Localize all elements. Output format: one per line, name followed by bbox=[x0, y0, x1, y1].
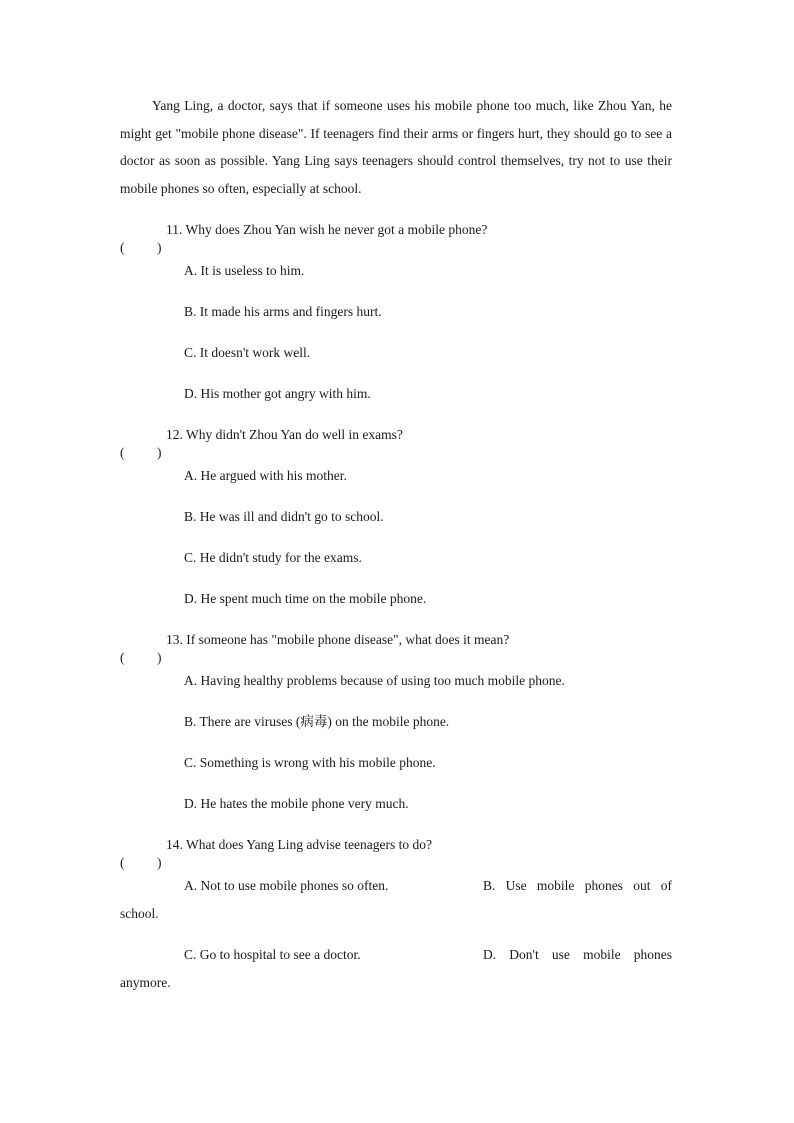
option-14-b-continuation: school. bbox=[120, 905, 159, 921]
option-13-c: C. Something is wrong with his mobile phone. bbox=[184, 755, 436, 770]
option-14-d-text: D. Don't use mobile phones bbox=[483, 947, 672, 962]
option-13-b: B. There are viruses (病毒) on the mobile phone. bbox=[184, 714, 450, 729]
option-12-a: A. He argued with his mother. bbox=[184, 468, 347, 483]
option-13-d: D. He hates the mobile phone very much. bbox=[184, 796, 409, 811]
option-11-c: C. It doesn't work well. bbox=[184, 345, 311, 360]
option-13-a: A. Having healthy problems because of using too much mobile phone. bbox=[184, 673, 565, 688]
option-11-a: A. It is useless to him. bbox=[184, 263, 305, 278]
option-14-d bbox=[483, 941, 672, 969]
question-13: ( ) 13. If someone has "mobile phone disease", what does it mean? bbox=[120, 632, 510, 665]
question-14: ( ) 14. What does Yang Ling advise teenagers to do? bbox=[120, 837, 432, 870]
option-11-b: B. It made his arms and fingers hurt. bbox=[184, 304, 382, 319]
question-stem: 12. Why didn't Zhou Yan do well in exams? bbox=[166, 427, 403, 442]
option-12-b: B. He was ill and didn't go to school. bbox=[184, 509, 384, 524]
option-11-d: D. His mother got angry with him. bbox=[184, 386, 371, 401]
question-stem: 13. If someone has "mobile phone disease", what does it mean? bbox=[166, 632, 510, 647]
option-row-14-cd bbox=[120, 941, 672, 996]
question-12: ( ) 12. Why didn't Zhou Yan do well in exams? bbox=[120, 427, 403, 460]
question-stem: 14. What does Yang Ling advise teenagers to do? bbox=[166, 837, 432, 852]
option-14-c: C. Go to hospital to see a doctor. bbox=[184, 947, 361, 962]
option-14-b-text: B. Use mobile phones out of bbox=[483, 878, 672, 893]
option-12-d: D. He spent much time on the mobile phone. bbox=[184, 591, 427, 606]
document-page bbox=[120, 92, 672, 1010]
option-14-d-continuation: anymore. bbox=[120, 974, 171, 990]
option-14-b bbox=[483, 872, 672, 900]
question-11: ( ) 11. Why does Zhou Yan wish he never got a mobile phone? bbox=[120, 222, 488, 255]
option-row-14-ab bbox=[120, 872, 672, 927]
option-12-c: C. He didn't study for the exams. bbox=[184, 550, 362, 565]
reading-passage: Yang Ling, a doctor, says that if someone uses his mobile phone too much, like Zhou Yan, he might get "mobile phone disease". If teenagers find their arms or fingers hurt, they should go to see a doctor as soon as possible. Yang Ling says teenagers should control themselves, try not to use their mobile phones so often, especially at school. bbox=[120, 98, 672, 196]
option-14-a: A. Not to use mobile phones so often. bbox=[184, 878, 389, 893]
question-stem: 11. Why does Zhou Yan wish he never got a mobile phone? bbox=[166, 222, 488, 237]
